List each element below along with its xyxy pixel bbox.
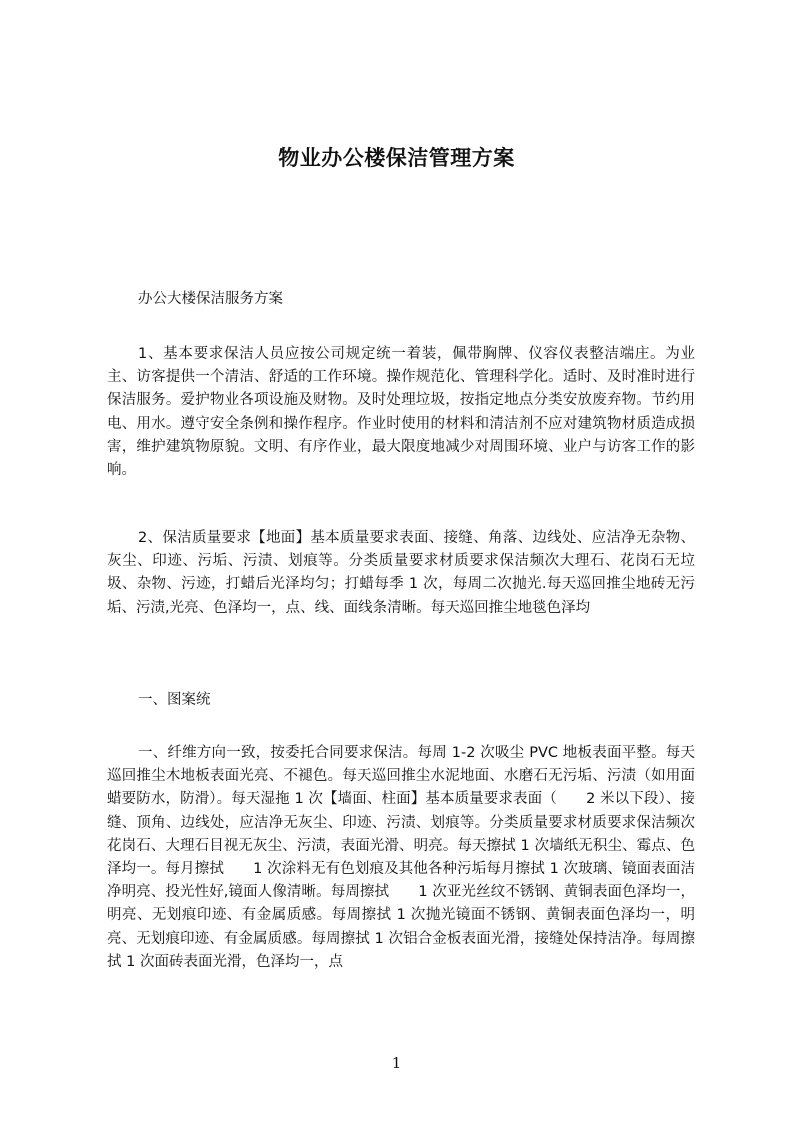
page-number: 1 — [391, 1054, 402, 1072]
paragraph-quality-requirements: 2、保洁质量要求【地面】基本质量要求表面、接缝、角落、边线处、应洁净无杂物、灰尘、印迹、污垢、污渍、划痕等。分类质量要求材质要求保洁频次大理石、花岗石无垃圾、杂物、污迹，打蜡后光泽均匀；打蜡每季 1 次，每周二次抛光.每天巡回推尘地砖无污垢、污渍,光亮、色泽均一，点、线、面线条清晰。每天巡回推尘地毯色泽均 — [107, 530, 695, 616]
section-subtitle: 办公大楼保洁服务方案 — [138, 291, 283, 307]
paragraph-basic-requirements: 1、基本要求保洁人员应按公司规定统一着装，佩带胸牌、仪容仪表整洁端庄。为业主、访客提供一个清洁、舒适的工作环境。操作规范化、管理科学化。适时、及时准时进行保洁服务。爱护物业各项设施及财物。及时处理垃圾，按指定地点分类安放废弃物。节约用电、用水。遵守安全条例和操作程序。作业时使用的材料和清洁剂不应对建筑物材质造成损害，维护建筑物原貌。文明、有序作业，最大限度地减少对周围环境、业户与访客工作的影响。 — [107, 346, 695, 479]
document-title: 物业办公楼保洁管理方案 — [278, 146, 515, 170]
paragraph-fiber-direction: 一、纤维方向一致，按委托合同要求保洁。每周 1-2 次吸尘 PVC 地板表面平整。每天巡回推尘木地板表面光亮、不褪色。每天巡回推尘水泥地面、水磨石无污垢、污渍（如用面蜡要防水，防滑）。每天湿拖 1 次【墙面、柱面】基本质量要求表面（ 2 米以下段）、接缝、顶角、边线处，应洁净无灰尘、印迹、污渍、划痕等。分类质量要求材质要求保洁频次花岗石、大理石目视无灰尘、污渍，表面光滑、明亮。每天擦拭 1 次墙纸无积尘、霉点、色泽均一。每月擦拭 1 次涂料无有色划痕及其他各种污垢每月擦拭 1 次玻璃、镜面表面洁净明亮、投光性好,镜面人像清晰。每周擦拭 1 次亚光丝纹不锈钢、黄铜表面色泽均一，明亮、无划痕印迹、有金属质感。每周擦拭 1 次抛光镜面不锈钢、黄铜表面色泽均一，明亮、无划痕印迹、有金属质感。每周擦拭 1 次铝合金板表面光滑，接缝处保持洁净。每周擦拭 1 次面砖表面光滑，色泽均一，点 — [107, 745, 695, 970]
section-heading-pattern: 一、图案统 — [138, 692, 211, 708]
